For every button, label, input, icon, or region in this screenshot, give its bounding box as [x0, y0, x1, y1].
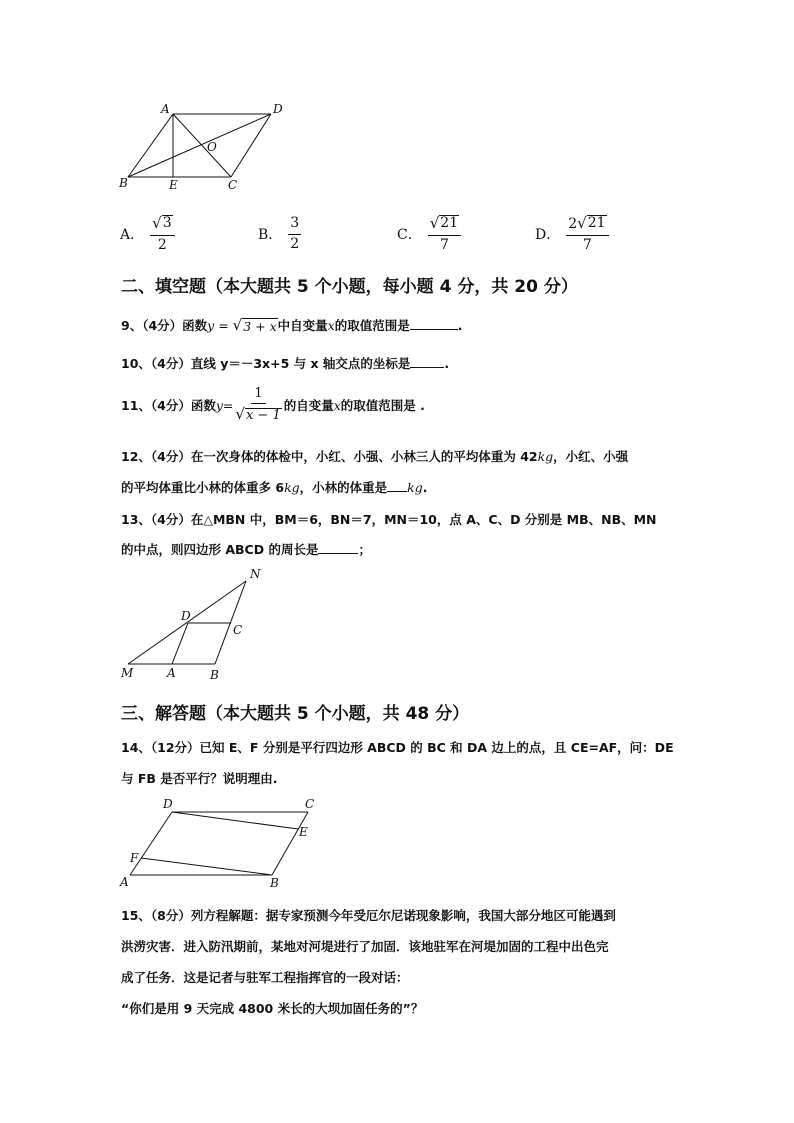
label-a: A	[167, 666, 176, 680]
question-15-line-1	[121, 906, 616, 924]
label-a: A	[120, 875, 129, 889]
q11-radicand: x − 1	[245, 407, 281, 423]
q11-suffix: 的取值范围是 .	[340, 398, 425, 414]
q11-y: y	[215, 397, 223, 413]
label-d: D	[163, 797, 173, 811]
segment-fb	[141, 858, 272, 875]
label-m: M	[121, 666, 134, 680]
question-13-line-1	[121, 510, 657, 528]
label-e: E	[169, 178, 178, 192]
option-d	[535, 212, 609, 256]
q12-line1: 12、（4分）在一次身体的体检中，小红、小强、小林三人的平均体重为 42	[121, 449, 538, 464]
label-f: F	[130, 851, 139, 865]
segment-de	[172, 812, 298, 829]
label-o: O	[207, 140, 217, 154]
question-12-line-2	[121, 478, 427, 496]
q14-line1: 14、（12分）已知 E、F 分别是平行四边形 ABCD 的 BC 和 DA 边上的点，且 CE=AF，问：DE	[121, 740, 674, 755]
q13-line2-end: ；	[358, 542, 371, 557]
question-11	[121, 387, 425, 424]
label-c: C	[228, 178, 238, 192]
q11-prefix: 11、（4分）函数	[121, 398, 216, 414]
side-bc	[272, 812, 308, 875]
question-15-line-4	[121, 999, 423, 1017]
q12-answer-blank[interactable]	[387, 479, 407, 492]
q12-kg-2: kg	[284, 480, 300, 495]
q9-middle: 中自变量	[277, 318, 328, 333]
option-d-radicand: 21	[587, 215, 606, 232]
q9-suffix: 的取值范围是	[334, 318, 410, 333]
question-14-line-1	[121, 738, 674, 756]
question-15-line-2	[121, 937, 609, 955]
parallelogram-figure-1	[116, 100, 296, 195]
label-c: C	[233, 623, 243, 637]
option-c-radicand: 21	[440, 215, 459, 232]
question-9	[121, 316, 462, 334]
option-a-denominator: 2	[157, 236, 167, 253]
q9-x: x	[327, 318, 335, 333]
q9-end: .	[457, 318, 463, 333]
q11-numerator: 1	[251, 387, 265, 404]
option-c	[397, 212, 461, 256]
question-10	[121, 354, 449, 372]
question-13-line-2	[121, 540, 371, 558]
option-b	[258, 212, 301, 256]
option-b-fraction	[288, 216, 301, 252]
section-3-title: 三、解答题（本大题共 5 个小题，共 48 分）	[121, 704, 470, 724]
q9-eq: =	[214, 318, 233, 333]
option-a-fraction: √ 3 2	[150, 215, 174, 253]
q12-line2-b: ，小林的体重是	[299, 480, 388, 495]
option-d-denominator: 7	[582, 236, 592, 253]
label-e: E	[299, 825, 308, 839]
side-ad	[130, 812, 172, 875]
label-b: B	[210, 668, 219, 682]
label-d: D	[181, 609, 191, 623]
label-n: N	[250, 567, 261, 581]
q9-radicand: 3 + x	[243, 319, 277, 334]
q11-fraction: 1 √ x − 1	[235, 386, 281, 424]
segment-ad	[172, 623, 188, 664]
parallelogram-figure-3	[116, 794, 322, 890]
q15-line1: 15、（8分）列方程解题：据专家预测今年受厄尔尼诺现象影响，我国大部分地区可能遇到	[121, 908, 616, 923]
q10-answer-blank[interactable]	[410, 355, 444, 368]
q10-end: .	[444, 356, 450, 371]
q12-line2-end: .	[422, 480, 428, 495]
q13-answer-blank[interactable]	[318, 541, 358, 554]
q14-line2: 与 FB 是否平行？说明理由.	[121, 771, 278, 786]
q15-line4: “你们是用 9 天完成 4800 米长的大坝加固任务的”？	[121, 1001, 424, 1016]
side-dc	[231, 114, 271, 177]
question-15-line-3	[121, 968, 409, 986]
option-c-denominator: 7	[439, 236, 449, 253]
option-d-fraction: 2 √ 21 7	[566, 215, 608, 253]
section-2-title: 二、填空题（本大题共 5 个小题，每小题 4 分，共 20 分）	[121, 277, 578, 297]
q9-y: y	[207, 318, 215, 333]
label-b: B	[270, 876, 279, 890]
q11-eq: =	[222, 397, 234, 413]
option-c-fraction: √ 21 7	[428, 215, 461, 253]
q15-line3: 成了任务．这是记者与驻军工程指挥官的一段对话：	[121, 970, 409, 985]
q11-middle: 的自变量	[283, 398, 334, 414]
option-c-letter: C．	[397, 227, 422, 243]
option-a-letter: A．	[120, 227, 145, 243]
label-b: B	[119, 176, 128, 190]
q12-kg-1: kg	[537, 449, 554, 464]
label-a: A	[161, 102, 170, 116]
option-a	[120, 212, 175, 256]
option-b-denominator: 2	[290, 235, 300, 252]
q13-line1: 13、（4分）在△MBN 中，BM＝6，BN＝7，MN＝10，点 A、C、D 分别是 MB、NB、MN	[121, 512, 657, 527]
label-c: C	[305, 797, 315, 811]
q11-x: x	[333, 397, 341, 413]
q9-radical: √ 3 + x	[232, 316, 277, 334]
q12-line2-a: 的平均体重比小林的体重多 6	[121, 480, 285, 495]
option-d-letter: D．	[535, 227, 561, 243]
q13-line2: 的中点，则四边形 ABCD 的周长是	[121, 542, 319, 557]
q15-line2: 洪涝灾害．进入防汛期前，某地对河堤进行了加固．该地驻军在河堤加固的工程中出色完	[121, 939, 609, 954]
question-14-line-2	[121, 769, 278, 787]
q12-line1-end: ，小红、小强	[553, 449, 629, 464]
question-12-line-1	[121, 447, 628, 465]
diagonal-ac	[173, 114, 231, 177]
triangle-figure-2	[116, 566, 266, 682]
option-b-numerator: 3	[288, 216, 301, 234]
option-a-radicand: 3	[162, 215, 172, 232]
option-d-coefficient: 2	[568, 216, 578, 233]
diagonal-bd	[128, 114, 271, 177]
q10-text: 10、（4分）直线 y＝－3x+5 与 x 轴交点的坐标是	[121, 356, 411, 371]
q9-answer-blank[interactable]	[410, 317, 458, 330]
option-b-letter: B．	[258, 227, 283, 243]
q12-kg-3: kg	[407, 480, 423, 495]
label-d: D	[273, 102, 283, 116]
q9-prefix: 9、（4分）函数	[121, 318, 208, 333]
